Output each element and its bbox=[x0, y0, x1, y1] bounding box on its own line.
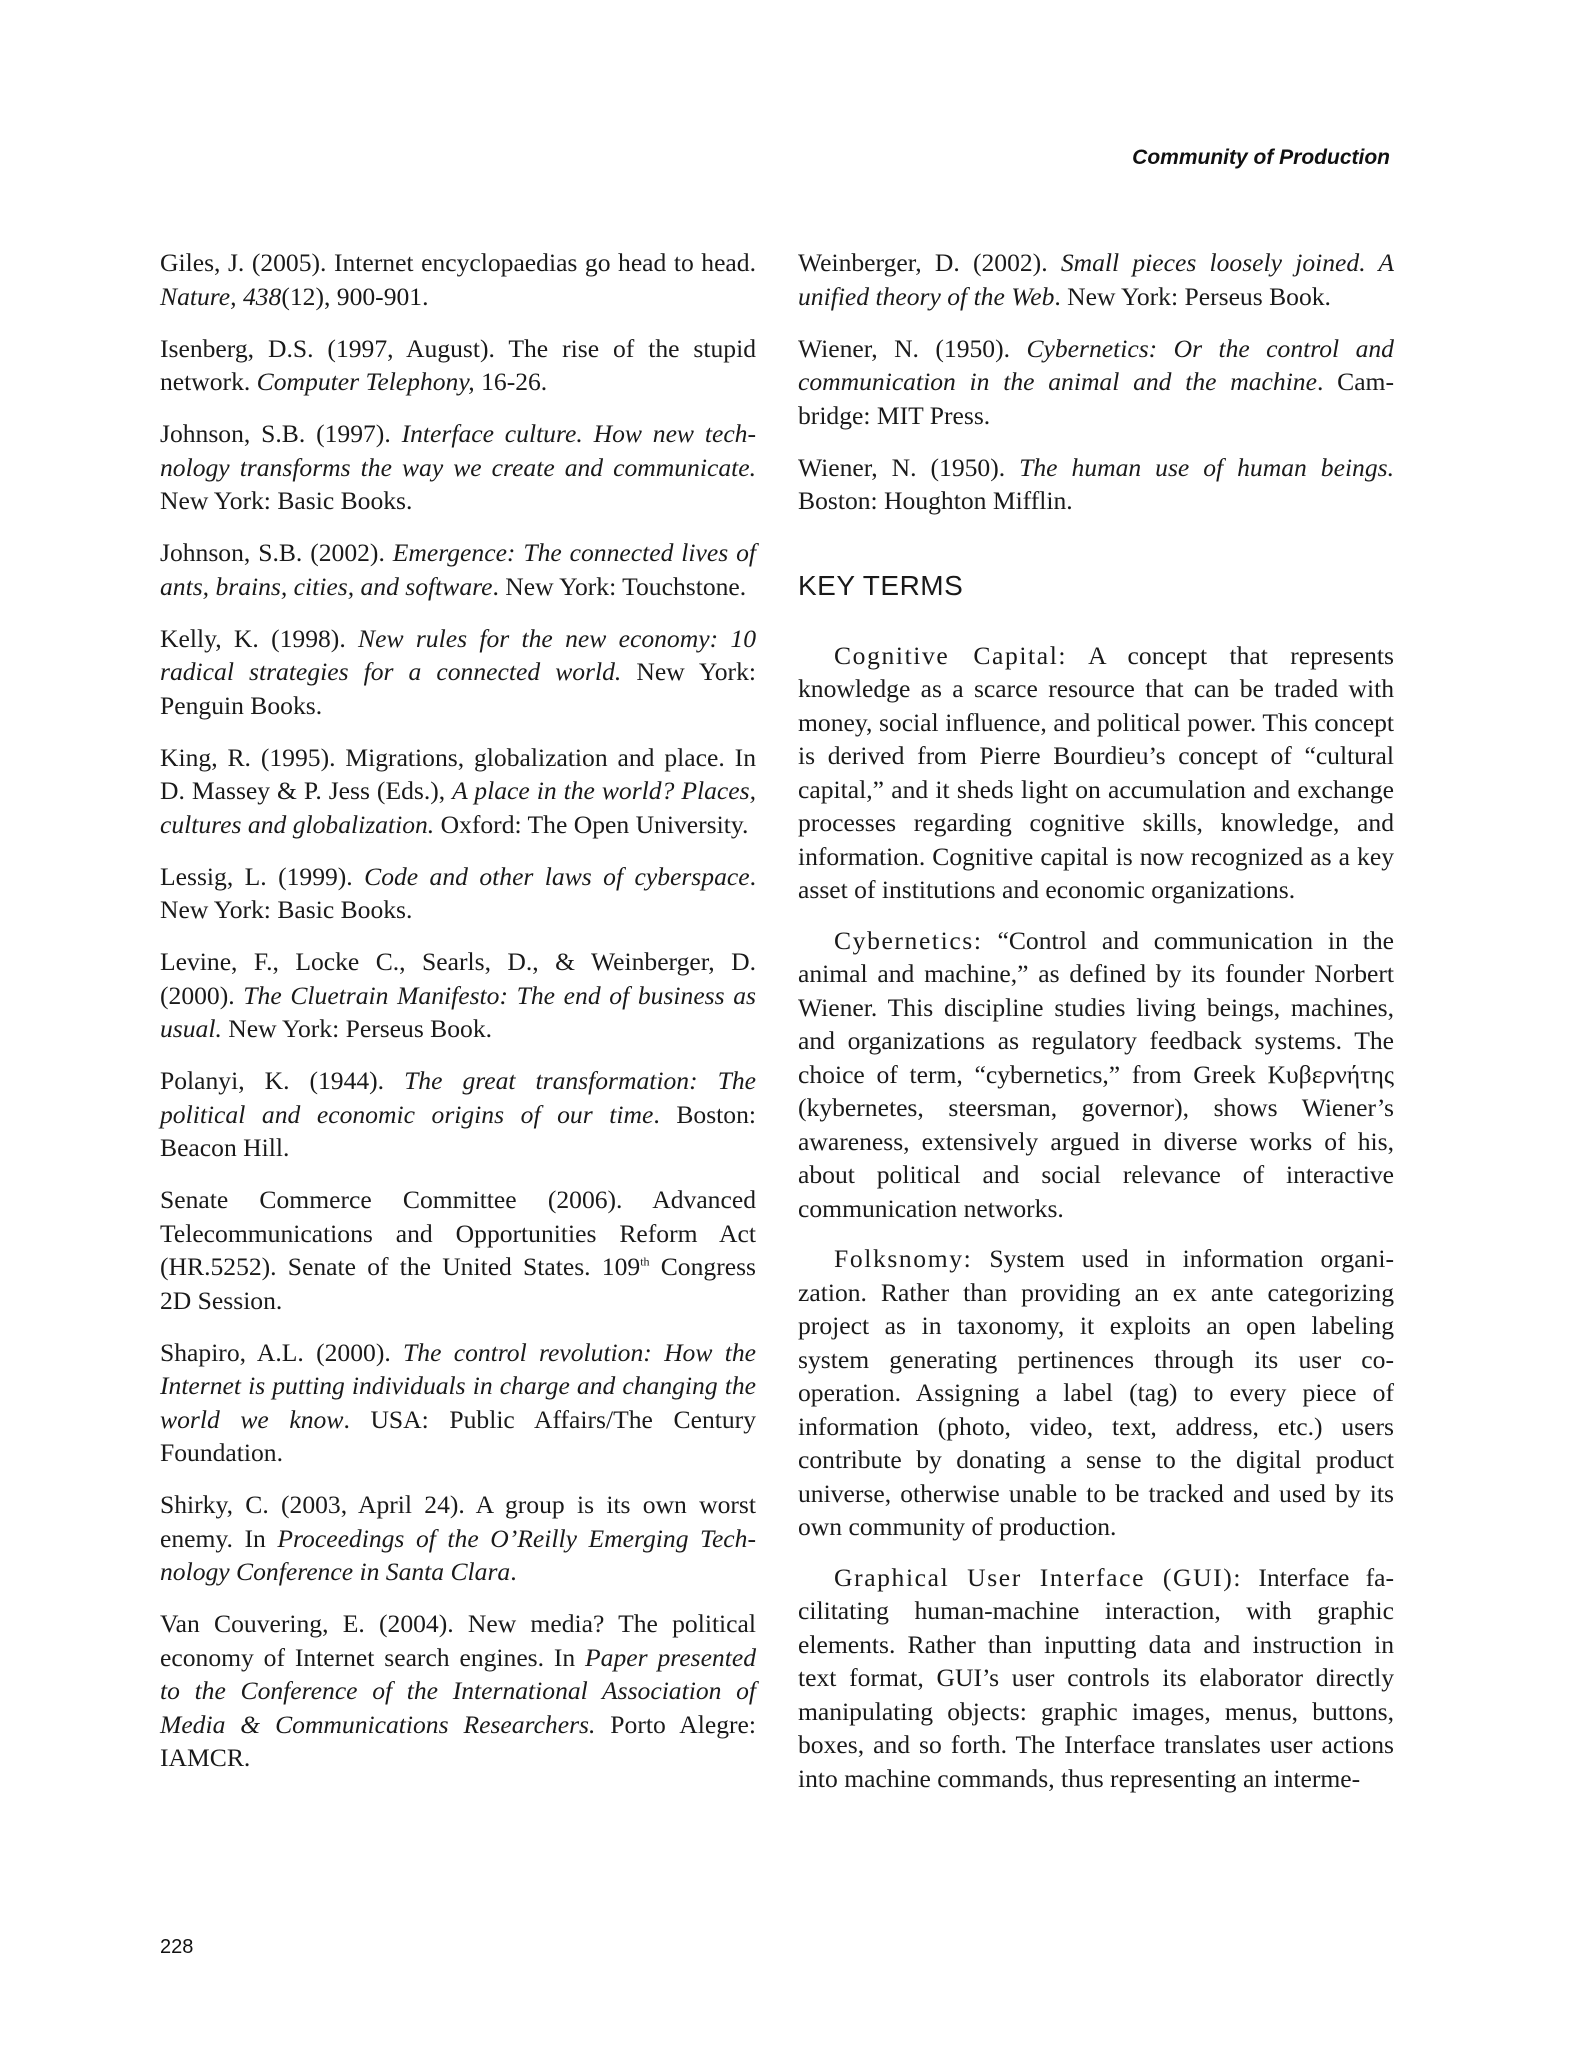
key-term-name: Cybernetics: bbox=[834, 925, 983, 955]
page-number: 228 bbox=[160, 1936, 194, 1958]
reference-entry: Kelly, K. (1998). New rules for the new economy: 10 radical strategies for a connected world. New York: Penguin Books. bbox=[160, 623, 756, 720]
running-header: Community of Production bbox=[1132, 146, 1390, 169]
key-term-name: Cognitive Capital: bbox=[834, 640, 1068, 670]
references-column-right bbox=[798, 246, 1394, 1812]
reference-entry: Wiener, N. (1950). The human use of human beings. Boston: Houghton Mifflin. bbox=[798, 452, 1395, 515]
key-term-entry: Cybernetics: “Control and communication in the animal and machine,” as defined by its founder Norbert Wiener. This discipline studies living beings, machines, and organizations as regulatory feedback systems. The choice of term, “cybernetics,” from Greek Κυβερνήτης (kybernetes, steersman, governor), shows Wiener’s awareness, extensively argued in diverse works of his, about political and social relevance of interactive communication networks. bbox=[798, 925, 1394, 1223]
reference-entry: King, R. (1995). Migrations, globalization and place. In D. Massey & P. Jess (Eds.), A place in the world? Places, cultures and globalization. Oxford: The Open University. bbox=[160, 742, 756, 839]
reference-entry: Senate Commerce Committee (2006). Advanced Telecommunications and Opportunities Reform Act (HR.5252). Senate of the United States. 109th Congress 2D Session. bbox=[160, 1185, 756, 1315]
reference-entry: Shapiro, A.L. (2000). The control revolution: How the Internet is putting individuals in charge and changing the world we know. USA: Public Affairs/The Century Foundation. bbox=[160, 1337, 756, 1467]
key-term-entry: Cognitive Capital: A concept that represents knowledge as a scarce resource that can be traded with money, social influence, and political power. This concept is derived from Pierre Bourdieu’s concept of “cultural capital,” and it sheds light on accumulation and exchange processes regarding cognitive skills, knowledge, and information. Cognitive capital is now recognized as a key asset of institutions and economic organizations. bbox=[798, 640, 1394, 904]
reference-entry: Isenberg, D.S. (1997, August). The rise of the stupid network. Computer Telephony, 16-26. bbox=[160, 333, 756, 396]
reference-entry: Shirky, C. (2003, April 24). A group is its own worst enemy. In Proceedings of the O’Reilly Emerging Technology Conference in Santa Clara. bbox=[160, 1490, 756, 1586]
reference-entry: Polanyi, K. (1944). The great transformation: The political and economic origins of our time. Boston: Beacon Hill. bbox=[160, 1066, 756, 1162]
key-terms-heading: KEY TERMS bbox=[798, 569, 964, 601]
reference-entry: Lessig, L. (1999). Code and other laws of cyberspace. New York: Basic Books. bbox=[160, 861, 756, 924]
key-term-entry: Folksnomy: System used in information organization. Rather than providing an ex ante categorizing project as in taxonomy, it exploits an open labeling system generating pertinences through its user cooperation. Assigning a label (tag) to every piece of information (photo, video, text, address, etc.) users contribute by donating a sense to the digital product universe, otherwise unable to be tracked and used by its own community of production. bbox=[798, 1244, 1394, 1541]
reference-entry: Van Couvering, E. (2004). New media? The political economy of Internet search engines. In Paper presented to the Conference of the International Association of Media & Communications Researchers. Porto Alegre: IAMCR. bbox=[160, 1609, 756, 1772]
reference-entry: Weinberger, D. (2002). Small pieces loosely joined. A unified theory of the Web. New York: Perseus Book. bbox=[798, 248, 1394, 311]
reference-entry: Johnson, S.B. (1997). Interface culture. How new technology transforms the way we create and communicate. New York: Basic Books. bbox=[160, 419, 757, 515]
key-term-name: Graphical User Interface (GUI): bbox=[834, 1562, 1243, 1592]
key-term-entry: Graphical User Interface (GUI): Interface facilitating human-machine interaction, with graphic elements. Rather than inputting data and instruction in text format, GUI’s user controls its elaborator directly manipulating objects: graphic images, menus, buttons, boxes, and so forth. The Interface translates user actions into machine commands, thus representing an interme- bbox=[798, 1562, 1394, 1793]
reference-entry: Wiener, N. (1950). Cybernetics: Or the control and communication in the animal and the machine. Cambridge: MIT Press. bbox=[798, 333, 1394, 430]
key-term-name: Folksnomy: bbox=[834, 1244, 973, 1273]
reference-entry: Johnson, S.B. (2002). Emergence: The connected lives of ants, brains, cities, and software. New York: Touchstone. bbox=[160, 538, 757, 601]
reference-entry: Levine, F., Locke C., Searls, D., & Weinberger, D. (2000). The Cluetrain Manifesto: The end of business as usual. New York: Perseus Book. bbox=[160, 947, 757, 1043]
reference-entry: Giles, J. (2005). Internet encyclopaedias go head to head. Nature, 438(12), 900-901. bbox=[160, 248, 756, 311]
references-column-left bbox=[160, 246, 756, 1793]
